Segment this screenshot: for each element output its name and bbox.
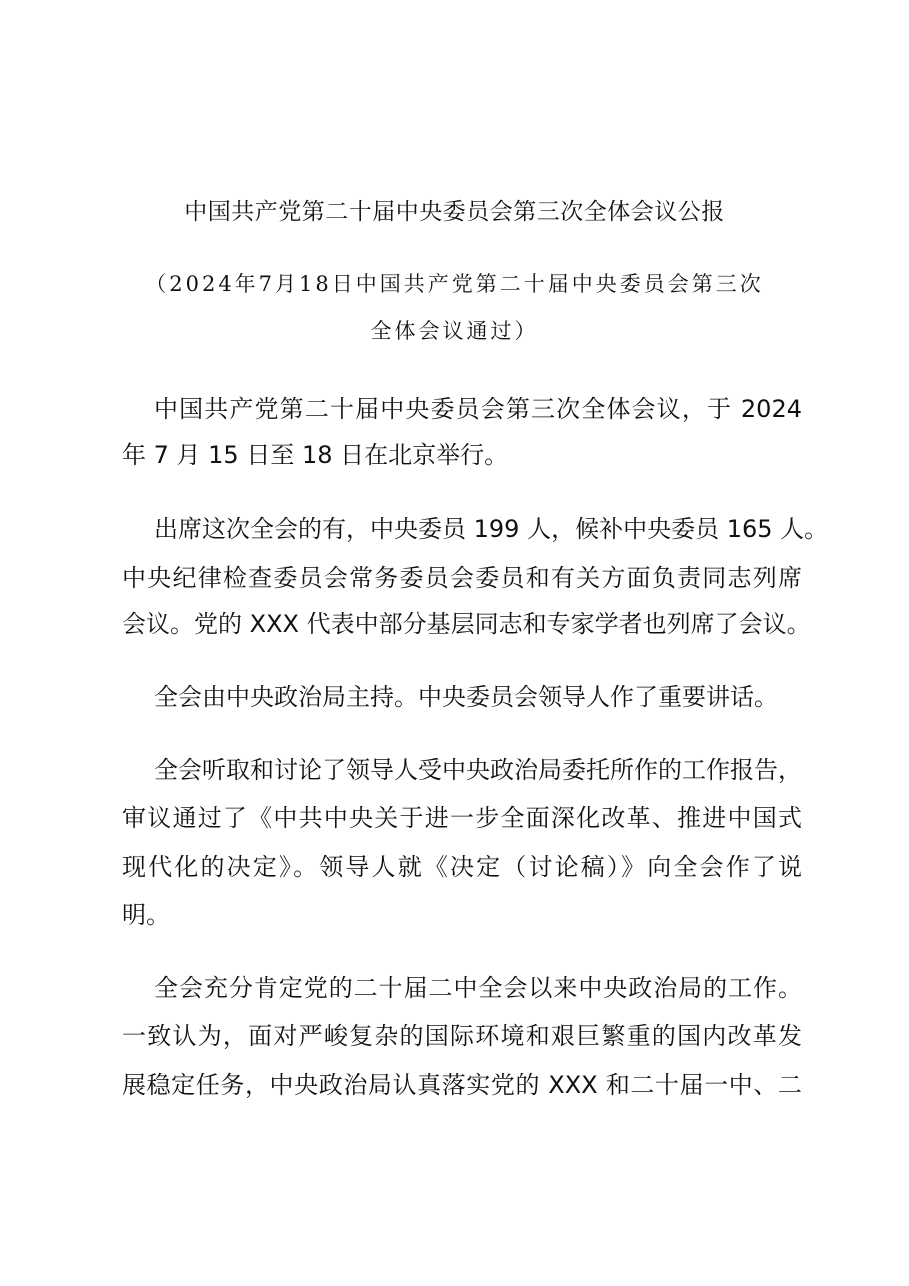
paragraph-line: 现代化的决定》。领导人就《决定（讨论稿）》向全会作了说 [122,853,802,881]
document-title: 中国共产党第二十届中央委员会第三次全体会议公报 [184,199,725,225]
paragraph-line: 中央纪律检查委员会常务委员会委员和有关方面负责同志列席 [122,564,802,592]
paragraph-line: 明。 [122,901,170,929]
subtitle-line: （2024年7月18日中国共产党第二十届中央委员会第三次 [145,272,764,296]
paragraph-line: 出席这次全会的有，中央委员 199 人，候补中央委员 165 人。 [154,515,829,543]
paragraph-line: 展稳定任务，中央政治局认真落实党的 XXX 和二十届一中、二 [122,1071,802,1099]
paragraph-line: 中国共产党第二十届中央委员会第三次全体会议，于 2024 [154,395,802,423]
paragraph-line: 一致认为，面对严峻复杂的国际环境和艰巨繁重的国内改革发 [122,1022,802,1050]
paragraph-line: 会议。党的 XXX 代表中部分基层同志和专家学者也列席了会议。 [122,610,811,638]
paragraph-line: 年 7 月 15 日至 18 日在北京举行。 [122,441,509,469]
paragraph-line: 全会充分肯定党的二十届二中全会以来中央政治局的工作。 [154,974,802,1002]
paragraph-line: 全会由中央政治局主持。中央委员会领导人作了重要讲话。 [154,683,778,711]
paragraph-line: 全会听取和讨论了领导人受中央政治局委托所作的工作报告， [154,756,802,784]
subtitle-line: 全体会议通过） [370,319,539,343]
paragraph-line: 审议通过了《中共中央关于进一步全面深化改革、推进中国式 [122,804,802,832]
